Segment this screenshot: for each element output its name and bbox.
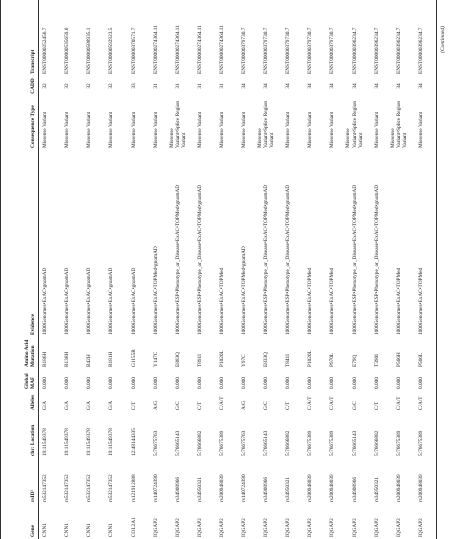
cell-cadd: 34 <box>263 83 270 89</box>
cell-amino-acid-mutation: R138H <box>64 351 71 367</box>
table-row <box>103 0 119 539</box>
cell-alleles: C/T <box>285 401 292 410</box>
cell-consequence-type: Missense Variant <box>42 111 49 148</box>
cell-evidence: 1000Genomes•ESP•Phenotype_or_Disease•ExAC•TOPMed•gnomAD <box>263 184 270 335</box>
cell-consequence-type: Missense Variant <box>130 111 137 148</box>
cell-consequence-type: Missense Variant•Splice Region Variant <box>345 100 364 148</box>
cell-consequence-type: Missense Variant <box>307 111 314 148</box>
cell-location: 5:76665143 <box>263 430 270 456</box>
cell-location: 19:11549378 <box>64 428 71 456</box>
cell-location: 19:11549378 <box>86 428 93 456</box>
cell-global-maf: 0.000 <box>108 377 115 389</box>
cell-alleles: G/C <box>263 401 270 410</box>
cell-evidence: 1000Genomes•ExAC•TOPMed <box>307 267 314 335</box>
cell-evidence: 1000Genomes•ExAC•gnomAD <box>86 267 93 335</box>
cell-cadd: 31 <box>152 83 159 89</box>
cell-global-maf: 0.000 <box>263 377 270 389</box>
cell-rsid: rs34950321 <box>285 476 292 502</box>
cell-location: 5:76675389 <box>329 430 336 456</box>
cell-alleles: G/C <box>174 401 181 410</box>
cell-evidence: 1000Genomes•ExAC•TOPMed <box>417 267 424 335</box>
cell-location: 5:76675389 <box>218 430 225 456</box>
cell-consequence-type: Missense Variant <box>86 111 93 148</box>
cell-transcript: ENST00000396234.7 <box>373 27 380 74</box>
cell-rsid: rs532147352 <box>108 474 115 502</box>
cell-location: 5:76675389 <box>395 430 402 456</box>
cell-rsid: rs34950321 <box>373 476 380 502</box>
cell-cadd: 32 <box>86 83 93 89</box>
cell-transcript: ENST00000379730.7 <box>329 27 336 74</box>
cell-evidence: 1000Genomes•ESP•Phenotype_or_Disease•ExAC•TOPMed•gnomAD <box>285 184 292 335</box>
table-row <box>170 0 186 539</box>
cell-cadd: 32 <box>64 83 71 89</box>
cell-amino-acid-mutation: E79Q <box>351 354 358 367</box>
cell-gene: IQGAP2 <box>395 518 402 537</box>
cell-gene: IQGAP2 <box>307 518 314 537</box>
cell-global-maf: 0.000 <box>395 377 402 389</box>
cell-amino-acid-mutation: R181H <box>108 351 115 367</box>
cell-consequence-type: Missense Variant <box>373 111 380 148</box>
cell-alleles: A/G <box>152 400 159 410</box>
cell-rsid: rs34950321 <box>196 476 203 502</box>
cell-consequence-type: Missense Variant <box>108 111 115 148</box>
cell-amino-acid-mutation: Y97C <box>241 354 248 367</box>
table-row <box>391 0 407 539</box>
cell-gene: IQGAP2 <box>263 518 270 537</box>
cell-rsid: rs200948039 <box>218 474 225 502</box>
cell-rsid: rs140724390 <box>152 474 159 502</box>
header-amino-acid-mutation: Amino Acid Mutation <box>23 339 36 367</box>
cell-alleles: C/A/T <box>218 396 225 410</box>
cell-global-maf: 0.000 <box>42 377 49 389</box>
cell-gene: CNN1 <box>86 523 93 537</box>
cell-evidence: 1000Genomes•ExAC•TOPMed <box>218 267 225 335</box>
header-location: chr: Location <box>29 424 36 456</box>
cell-location: 5:76666882 <box>373 430 380 456</box>
cell-cadd: 34 <box>417 83 424 89</box>
cell-consequence-type: Missense Variant <box>64 111 71 148</box>
table-row <box>236 0 252 539</box>
cell-rsid: rs200948039 <box>307 474 314 502</box>
cell-gene: IQGAP2 <box>417 518 424 537</box>
cell-cadd: 34 <box>373 83 380 89</box>
cell-gene: COL2A1 <box>130 517 137 537</box>
cell-location: 12:48144335 <box>130 428 137 456</box>
cell-evidence: 1000Genomes•ESP•Phenotype_or_Disease•ExAC•TOPMed•gnomAD <box>174 184 181 335</box>
table-row <box>302 0 318 539</box>
cell-location: 5:76675763 <box>152 430 159 456</box>
cell-consequence-type: Missense Variant <box>196 111 203 148</box>
cell-evidence: 1000Genomes•ESP•Phenotype_or_Disease•ExAC•TOPMed•gnomAD <box>196 184 203 335</box>
cell-transcript: ENST00000588935.1 <box>86 27 93 74</box>
cell-gene: IQGAP2 <box>241 518 248 537</box>
cell-rsid: rs34908966 <box>351 476 358 502</box>
cell-cadd: 32 <box>108 83 115 89</box>
cell-alleles: G/C <box>351 401 358 410</box>
cell-global-maf: 0.000 <box>86 377 93 389</box>
table-header <box>0 0 39 539</box>
table-row <box>214 0 230 539</box>
cell-cadd: 34 <box>285 83 292 89</box>
cell-transcript: ENST00000274364.11 <box>196 25 203 74</box>
cell-rsid: rs140724390 <box>241 474 248 502</box>
cell-evidence: 1000Genomes•ExAC•gnomAD <box>64 267 71 335</box>
cell-location: 19:11549378 <box>108 428 115 456</box>
cell-location: 5:76675763 <box>241 430 248 456</box>
cell-transcript: ENST00000252456.7 <box>42 27 49 74</box>
cell-transcript: ENST00000370571.7 <box>130 27 137 74</box>
cell-amino-acid-mutation: G1155R <box>130 349 137 367</box>
cell-cadd: 34 <box>329 83 336 89</box>
cell-location: 5:76675389 <box>417 430 424 456</box>
cell-amino-acid-mutation: P970L <box>329 352 336 367</box>
table-row <box>148 0 164 539</box>
cell-gene: IQGAP2 <box>196 518 203 537</box>
table-row <box>346 0 362 539</box>
cell-location: 5:76666882 <box>285 430 292 456</box>
cell-global-maf: 0.000 <box>130 377 137 389</box>
cell-gene: IQGAP2 <box>285 518 292 537</box>
cell-rsid: rs34908966 <box>174 476 181 502</box>
cell-global-maf: 0.000 <box>285 377 292 389</box>
cell-global-maf: 0.000 <box>218 377 225 389</box>
cell-global-maf: 0.000 <box>417 377 424 389</box>
cell-evidence: 1000Genomes•ExAC•gnomAD <box>108 267 115 335</box>
cell-alleles: G/A <box>42 400 49 410</box>
cell-gene: IQGAP2 <box>373 518 380 537</box>
cell-consequence-type: Missense Variant <box>241 111 248 148</box>
cell-gene: IQGAP2 <box>329 518 336 537</box>
cell-global-maf: 0.000 <box>241 377 248 389</box>
cell-global-maf: 0.000 <box>174 377 181 389</box>
table-row <box>37 0 53 539</box>
cell-global-maf: 0.000 <box>152 377 159 389</box>
header-alleles: Alleles <box>29 394 36 410</box>
cell-amino-acid-mutation: R42H <box>86 354 93 367</box>
cell-cadd: 34 <box>307 83 314 89</box>
cell-alleles: C/T <box>373 401 380 410</box>
cell-consequence-type: Missense Variant <box>218 111 225 148</box>
table-row <box>125 0 141 539</box>
table-row <box>192 0 208 539</box>
cell-rsid: rs532147352 <box>42 474 49 502</box>
cell-alleles: G/A <box>86 400 93 410</box>
cell-transcript: ENST00000396234.7 <box>351 27 358 74</box>
cell-transcript: ENST00000274364.11 <box>174 25 181 74</box>
cell-amino-acid-mutation: T891I <box>196 354 203 367</box>
cell-cadd: 32 <box>42 83 49 89</box>
cell-cadd: 33 <box>130 83 137 89</box>
table-bottom-rule <box>436 0 437 539</box>
cell-location: 19:11549378 <box>42 428 49 456</box>
cell-alleles: C/T <box>130 401 137 410</box>
cell-transcript: ENST00000379730.7 <box>263 27 270 74</box>
table-row <box>413 0 429 539</box>
cell-consequence-type: Missense Variant <box>329 111 336 148</box>
cell-transcript: ENST00000379730.7 <box>307 27 314 74</box>
cell-gene: IQGAP2 <box>218 518 225 537</box>
cell-alleles: C/A/T <box>417 396 424 410</box>
cell-evidence: 1000Genomes•ExAC•gnomAD <box>42 267 49 335</box>
cell-evidence: 1000Genomes•ExAC•TOPMed <box>329 267 336 335</box>
header-global-maf: Global MAF <box>23 373 36 389</box>
cell-rsid: rs200948039 <box>417 474 424 502</box>
cell-consequence-type: Missense Variant <box>417 111 424 148</box>
cell-amino-acid-mutation: R186H <box>42 351 49 367</box>
cell-location: 5:76666882 <box>196 430 203 456</box>
header-evidence: Evidence <box>29 314 36 335</box>
cell-transcript: ENST00000396234.7 <box>417 27 424 74</box>
cell-amino-acid-mutation: P1020L <box>307 350 314 367</box>
cell-global-maf: 0.000 <box>196 377 203 389</box>
cell-gene: CNN1 <box>108 523 115 537</box>
cell-rsid: rs200948039 <box>329 474 336 502</box>
cell-amino-acid-mutation: E833Q <box>263 351 270 367</box>
cell-transcript: ENST00000379730.7 <box>241 27 248 74</box>
cell-amino-acid-mutation: P566L <box>417 352 424 367</box>
cell-cadd: 31 <box>218 83 225 89</box>
cell-cadd: 31 <box>174 83 181 89</box>
cell-consequence-type: Missense Variant•Splice Region Variant <box>257 100 276 148</box>
cell-global-maf: 0.000 <box>373 377 380 389</box>
cell-global-maf: 0.000 <box>307 377 314 389</box>
cell-alleles: A/G <box>241 400 248 410</box>
cell-cadd: 31 <box>196 83 203 89</box>
cell-global-maf: 0.000 <box>351 377 358 389</box>
cell-amino-acid-mutation: Y147C <box>152 351 159 367</box>
cell-consequence-type: Missense Variant <box>152 111 159 148</box>
cell-global-maf: 0.000 <box>329 377 336 389</box>
cell-alleles: C/T <box>196 401 203 410</box>
cell-evidence: 1000Genomes•ExAC•TOPMed•gnomAD <box>241 246 248 335</box>
cell-alleles: G/A <box>108 400 115 410</box>
table-row <box>258 0 274 539</box>
cell-cadd: 34 <box>395 83 402 89</box>
cell-rsid: rs532147352 <box>64 474 71 502</box>
cell-rsid: rs200948039 <box>395 474 402 502</box>
cell-consequence-type: Missense Variant <box>285 111 292 148</box>
table-row <box>280 0 296 539</box>
cell-amino-acid-mutation: E883Q <box>174 351 181 367</box>
cell-amino-acid-mutation: T841I <box>285 354 292 367</box>
table-row <box>81 0 97 539</box>
cell-gene: IQGAP2 <box>351 518 358 537</box>
table-row <box>59 0 75 539</box>
header-transcript: Transcript <box>29 49 36 74</box>
cell-location: 5:76675389 <box>307 430 314 456</box>
cell-gene: CNN1 <box>42 523 49 537</box>
header-gene: Gene <box>29 525 36 537</box>
table-row <box>369 0 385 539</box>
cell-evidence: 1000Genomes•ESP•Phenotype_or_Disease•ExAC•TOPMed•gnomAD <box>373 184 380 335</box>
cell-alleles: C/A/T <box>395 396 402 410</box>
cell-consequence-type: Missense Variant•Splice Region Variant <box>168 100 187 148</box>
header-rsid: rsID¹ <box>29 489 36 502</box>
cell-amino-acid-mutation: P1020L <box>218 350 225 367</box>
cell-amino-acid-mutation: P566H <box>395 352 402 367</box>
cell-transcript: ENST00000592923.5 <box>108 27 115 74</box>
cell-gene: CNN1 <box>64 523 71 537</box>
cell-global-maf: 0.000 <box>64 377 71 389</box>
cell-location: 5:76665143 <box>174 430 181 456</box>
continued-note: (Continued) <box>440 25 446 53</box>
cell-transcript: ENST00000379730.7 <box>285 27 292 74</box>
cell-cadd: 34 <box>351 83 358 89</box>
cell-rsid: rs121912888 <box>130 474 137 502</box>
header-cadd: CADD <box>29 78 36 94</box>
cell-location: 5:76665143 <box>351 430 358 456</box>
cell-alleles: C/A/T <box>307 396 314 410</box>
cell-amino-acid-mutation: T390I <box>373 354 380 367</box>
cell-transcript: ENST00000396234.7 <box>395 27 402 74</box>
table-row <box>324 0 340 539</box>
cell-transcript: ENST00000274364.11 <box>218 25 225 74</box>
cell-cadd: 34 <box>241 83 248 89</box>
cell-alleles: C/A/T <box>329 396 336 410</box>
cell-alleles: G/A <box>64 400 71 410</box>
cell-evidence: 1000Genomes•ExAC•TOPMed•gnomAD <box>152 246 159 335</box>
cell-transcript: ENST00000535659.6 <box>64 27 71 74</box>
cell-evidence: 1000Genomes•ExAC•gnomAD <box>130 267 137 335</box>
cell-consequence-type: Missense Variant•Splice Region Variant <box>389 100 408 148</box>
cell-rsid: rs34908966 <box>263 476 270 502</box>
cell-gene: IQGAP2 <box>152 518 159 537</box>
cell-evidence: 1000Genomes•ESP•Phenotype_or_Disease•ExAC•TOPMed•gnomAD <box>351 184 358 335</box>
cell-rsid: rs532147352 <box>86 474 93 502</box>
cell-evidence: 1000Genomes•ExAC•TOPMed <box>395 267 402 335</box>
cell-transcript: ENST00000274364.11 <box>152 25 159 74</box>
cell-gene: IQGAP2 <box>174 518 181 537</box>
header-consequence-type: Consequence Type <box>29 105 36 148</box>
